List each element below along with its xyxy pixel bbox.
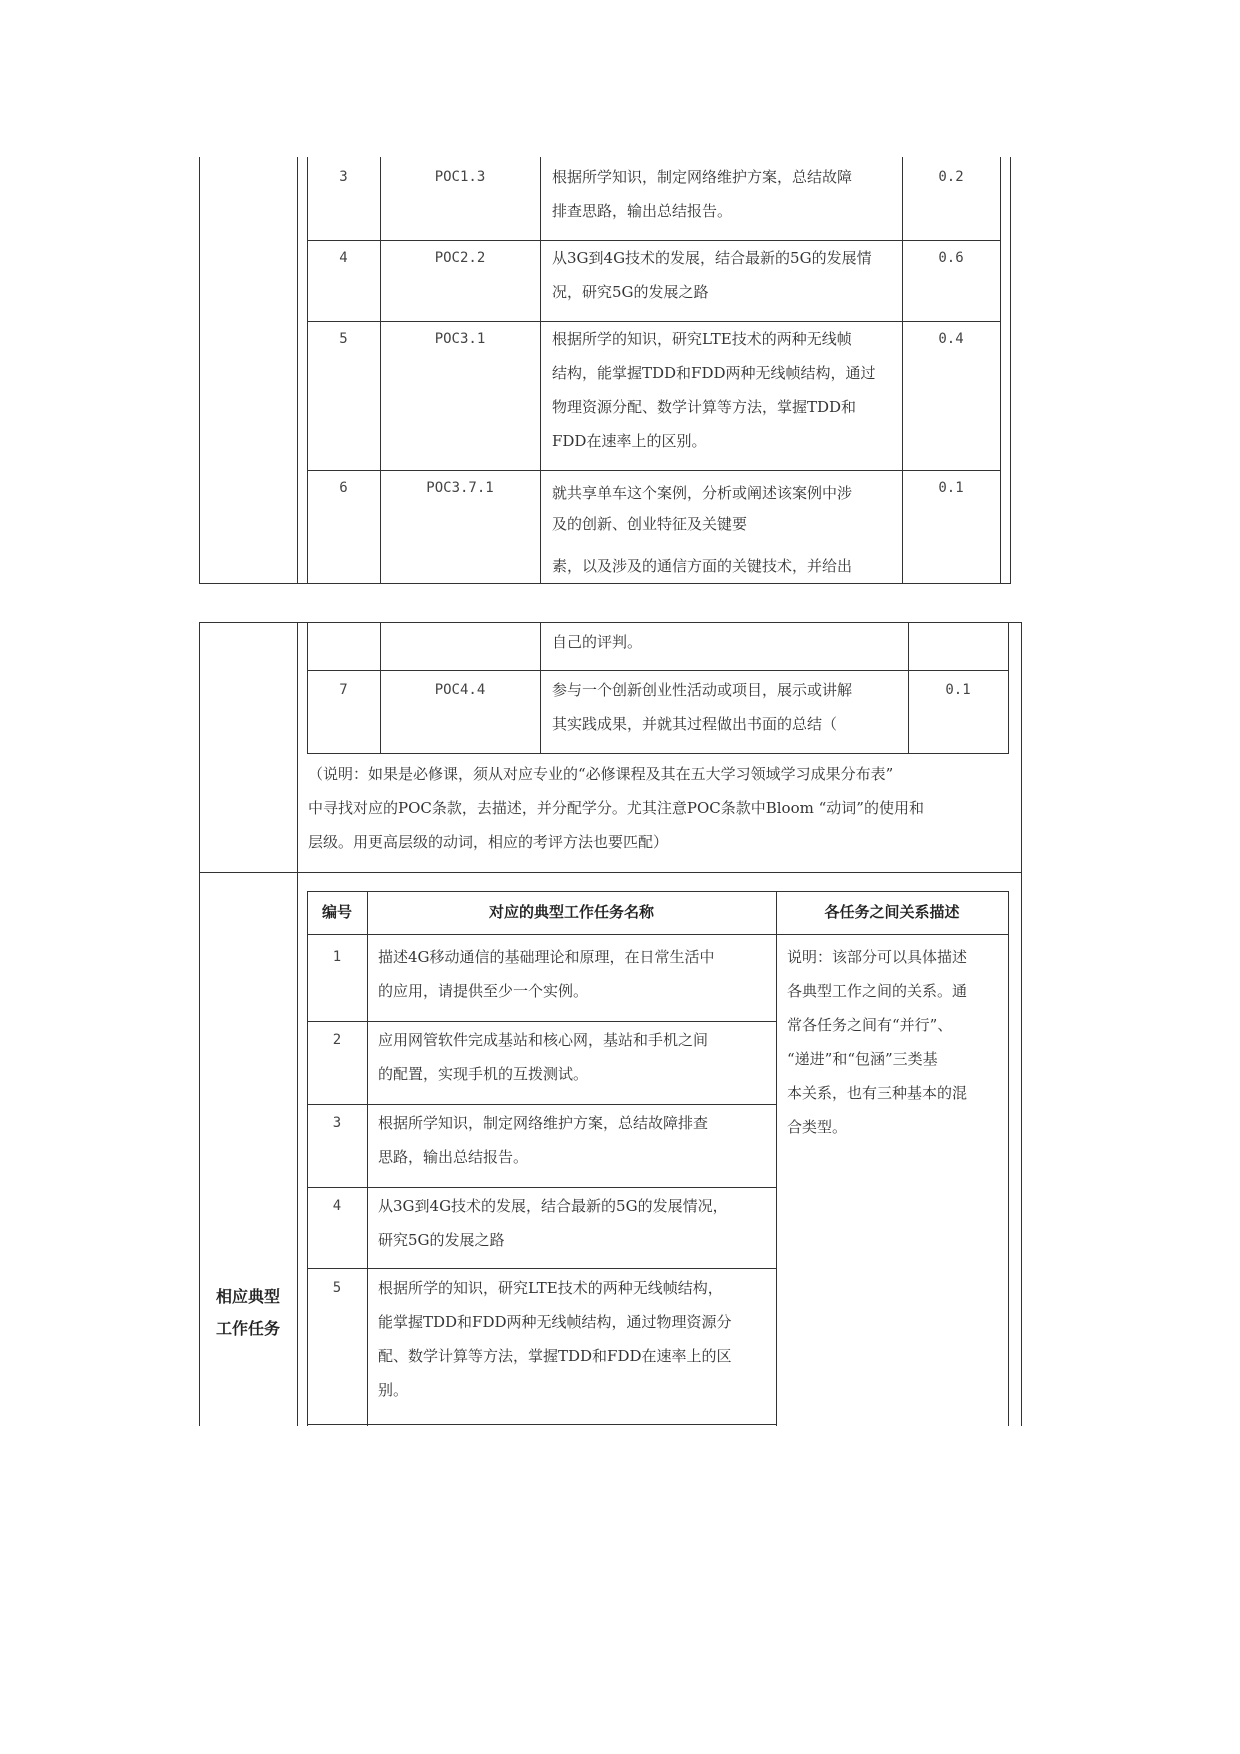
task-header-relation: 各任务之间关系描述 [824,903,960,921]
poc-code: POC4.4 [434,682,486,698]
task-name-line: 的应用，请提供至少一个实例。 [378,982,589,1000]
row-description-line: 及的创新、创业特征及关键要 [552,515,748,533]
weight-value: 0.4 [938,331,964,347]
row-description-line: 其实践成果，并就其过程做出书面的总结（ [552,715,838,733]
relation-desc-line: “递进”和“包涵”三类基 [787,1050,938,1068]
task-col-divider [776,891,777,1426]
task-col-divider [367,891,368,1426]
task-table-right-border [1008,891,1009,1426]
task-name-line: 应用网管软件完成基站和核心网，基站和手机之间 [378,1031,709,1049]
weight-value: 0.1 [938,480,964,496]
task-name-line: 能掌握TDD和FDD两种无线帧结构，通过物理资源分 [378,1313,732,1331]
weight-value: 0.6 [938,250,964,266]
task-name-line: 根据所学的知识，研究LTE技术的两种无线帧结构， [378,1279,723,1297]
row-description-line: 从3G到4G技术的发展，结合最新的5G的发展情 [552,249,872,267]
task-number: 3 [332,1115,342,1131]
task-name-line: 的配置，实现手机的互拨测试。 [378,1065,589,1083]
label-column-border [297,622,298,1426]
label-column-border [297,157,298,583]
poc-code: POC2.2 [434,250,486,266]
task-table-top-border [307,891,1009,892]
section-label-line: 工作任务 [215,1319,280,1338]
task-number: 2 [332,1032,342,1048]
task-number: 4 [332,1198,342,1214]
task-row-divider [307,1424,777,1425]
task-header-divider [307,934,1009,935]
outer-right-border [1010,157,1011,583]
task-row-divider [307,1104,777,1105]
row-description-line: 结构，能掌握TDD和FDD两种无线帧结构，通过 [552,364,876,382]
relation-desc-line: 合类型。 [787,1118,848,1136]
row-description-line: 物理资源分配、数学计算等方法，掌握TDD和 [552,398,857,416]
row-number: 5 [339,331,348,347]
task-header-name: 对应的典型工作任务名称 [488,903,654,921]
col-divider-3 [902,157,903,583]
task-name-line: 从3G到4G技术的发展，结合最新的5G的发展情况， [378,1197,728,1215]
section-label-line: 相应典型 [215,1287,280,1306]
row-divider [307,670,1009,671]
relation-desc-line: 本关系，也有三种基本的混 [787,1084,968,1102]
col-divider-2 [540,157,541,583]
table-bottom-border [307,753,1009,754]
task-name-line: 研究5G的发展之路 [378,1231,505,1249]
poc-code: POC1.3 [434,169,486,185]
weight-value: 0.1 [945,682,971,698]
col-divider-2 [540,622,541,753]
task-number: 1 [332,949,342,965]
row-number: 3 [339,169,348,185]
bottom-border [199,583,1011,584]
section-divider [199,872,1022,873]
row-description-line: 素，以及涉及的通信方面的关键技术，并给出 [552,557,853,575]
row-description-line: 就共享单车这个案例，分析或阐述该案例中涉 [552,484,853,502]
relation-desc-line: 各典型工作之间的关系。通 [787,982,968,1000]
inner-right-border [1008,622,1009,753]
task-header-number: 编号 [321,903,352,921]
row-number: 6 [339,480,348,496]
inner-left-border [307,157,308,583]
row-description-line: 根据所学的知识，研究LTE技术的两种无线帧 [552,330,852,348]
task-row-divider [307,1021,777,1022]
task-name-line: 根据所学知识，制定网络维护方案，总结故障排查 [378,1114,709,1132]
row-number: 7 [339,682,348,698]
row-number: 4 [339,250,348,266]
continued-description: 自己的评判。 [552,633,643,651]
weight-value: 0.2 [938,169,964,185]
note-line: 中寻找对应的POC条款，去描述，并分配学分。尤其注意POC条款中Bloom “动词”的使用和 [308,799,924,817]
row-description-line: 排查思路，输出总结报告。 [552,202,733,220]
outer-left-border [199,157,200,583]
poc-code: POC3.7.1 [426,480,494,496]
outer-right-border [1021,622,1022,1426]
relation-desc-line: 说明：该部分可以具体描述 [787,948,968,966]
task-name-line: 配、数学计算等方法，掌握TDD和FDD在速率上的区 [378,1347,732,1365]
task-name-line: 描述4G移动通信的基础理论和原理，在日常生活中 [378,948,715,966]
col-divider-1 [380,157,381,583]
poc-code: POC3.1 [434,331,486,347]
top-border [199,622,1022,623]
row-description-line: FDD在速率上的区别。 [552,432,707,450]
task-row-divider [307,1268,777,1269]
task-name-line: 别。 [378,1381,409,1399]
inner-right-border [1000,157,1001,583]
task-row-divider [307,1187,777,1188]
task-number: 5 [332,1280,342,1296]
note-line: （说明：如果是必修课，须从对应专业的“必修课程及其在五大学习领域学习成果分布表” [308,765,894,783]
note-line: 层级。用更高层级的动词，相应的考评方法也要匹配） [308,833,669,851]
row-description-line: 参与一个创新创业性活动或项目，展示或讲解 [552,681,853,699]
row-description-line: 根据所学知识，制定网络维护方案，总结故障 [552,168,853,186]
task-name-line: 思路，输出总结报告。 [378,1148,529,1166]
row-description-line: 况，研究5G的发展之路 [552,283,709,301]
relation-desc-line: 常各任务之间有“并行”、 [787,1016,953,1034]
